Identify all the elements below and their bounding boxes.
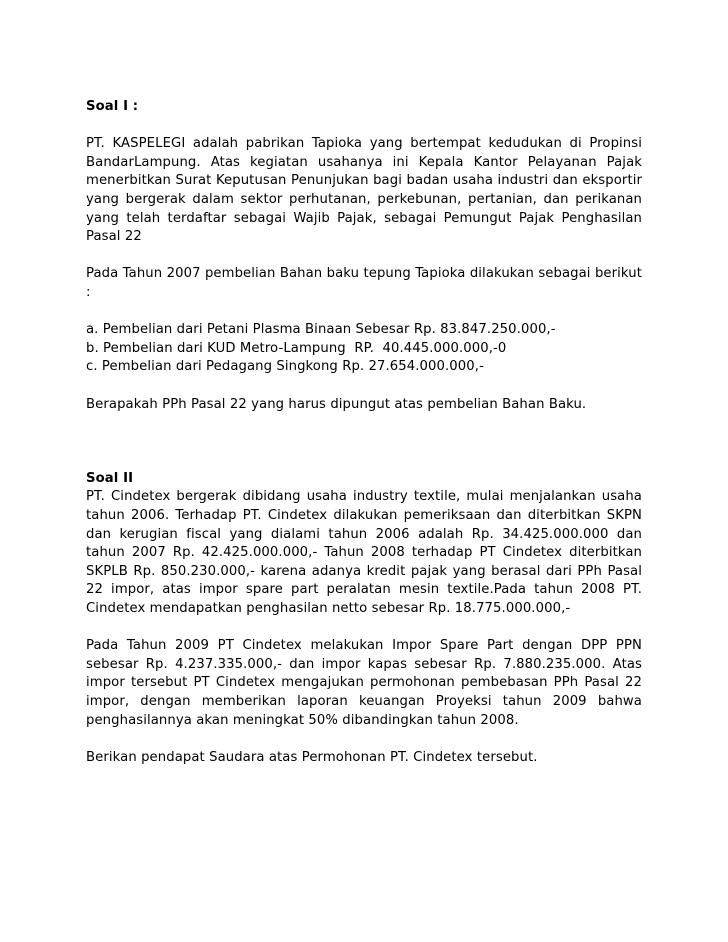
- soal-2-paragraph-1: PT. Cindetex bergerak dibidang usaha industry textile, mulai menjalankan usaha tahun 2006. Terhadap PT. Cindetex dilakukan pemeriksaan dan diterbitkan SKPN dan kerugian fiscal yang dialami tahun 2006 adalah Rp. 34.425.000.000 dan tahun 2007 Rp. 42.425.000.000,- Tahun 2008 terhadap PT Cindetex diterbitkan SKPLB Rp. 850.230.000,- karena adanya kredit pajak yang berasal dari PPh Pasal 22 impor, atas impor spare part peralatan mesin textile.Pada tahun 2008 PT. Cindetex mendapatkan penghasilan netto sebesar Rp. 18.775.000.000,-: [86, 489, 642, 617]
- soal-2-paragraph-2: Pada Tahun 2009 PT Cindetex melakukan Impor Spare Part dengan DPP PPN sebesar Rp. 4.237.335.000,- dan impor kapas sebesar Rp. 7.880.235.000. Atas impor tersebut PT Cindetex mengajukan permohonan pembebasan PPh Pasal 22 impor, dengan memberikan laporan keuangan Proyeksi tahun 2009 bahwa penghasilannya akan meningkat 50% dibandingkan tahun 2008.: [86, 638, 642, 728]
- purchase-item-c: c. Pembelian dari Pedagang Singkong Rp. 27.654.000.000,-: [86, 359, 484, 375]
- spacer: [86, 247, 642, 266]
- spacer: [86, 117, 642, 136]
- spacer: [86, 414, 642, 470]
- purchase-item-b: b. Pembelian dari KUD Metro-Lampung RP. 40.445.000.000,-0: [86, 340, 507, 356]
- purchase-item-a: a. Pembelian dari Petani Plasma Binaan Sebesar Rp. 83.847.250.000,-: [86, 322, 556, 338]
- soal-1-intro-paragraph: PT. KASPELEGI adalah pabrikan Tapioka yang bertempat kedudukan di Propinsi BandarLampung. Atas kegiatan usahanya ini Kepala Kantor Pelayanan Pajak menerbitkan Surat Keputusan Penunjukan bagi badan usaha industri dan eksportir yang bergerak dalam sektor perhutanan, perkebunan, pertanian, dan perikanan yang telah terdaftar sebagai Wajib Pajak, sebagai Pemungut Pajak Penghasilan Pasal 22: [86, 136, 642, 245]
- spacer: [86, 619, 642, 638]
- spacer: [86, 303, 642, 322]
- soal-1-purchase-intro: Pada Tahun 2007 pembelian Bahan baku tepung Tapioka dilakukan sebagai berikut :: [86, 266, 642, 300]
- soal-1-heading: Soal I :: [86, 99, 139, 114]
- soal-2-question: Berikan pendapat Saudara atas Permohonan PT. Cindetex tersebut.: [86, 749, 538, 765]
- spacer: [86, 730, 642, 749]
- document-body: [86, 98, 642, 767]
- soal-2-heading: Soal II: [86, 470, 134, 486]
- soal-1-question: Berapakah PPh Pasal 22 yang harus dipungut atas pembelian Bahan Baku.: [86, 396, 587, 412]
- spacer: [86, 377, 642, 396]
